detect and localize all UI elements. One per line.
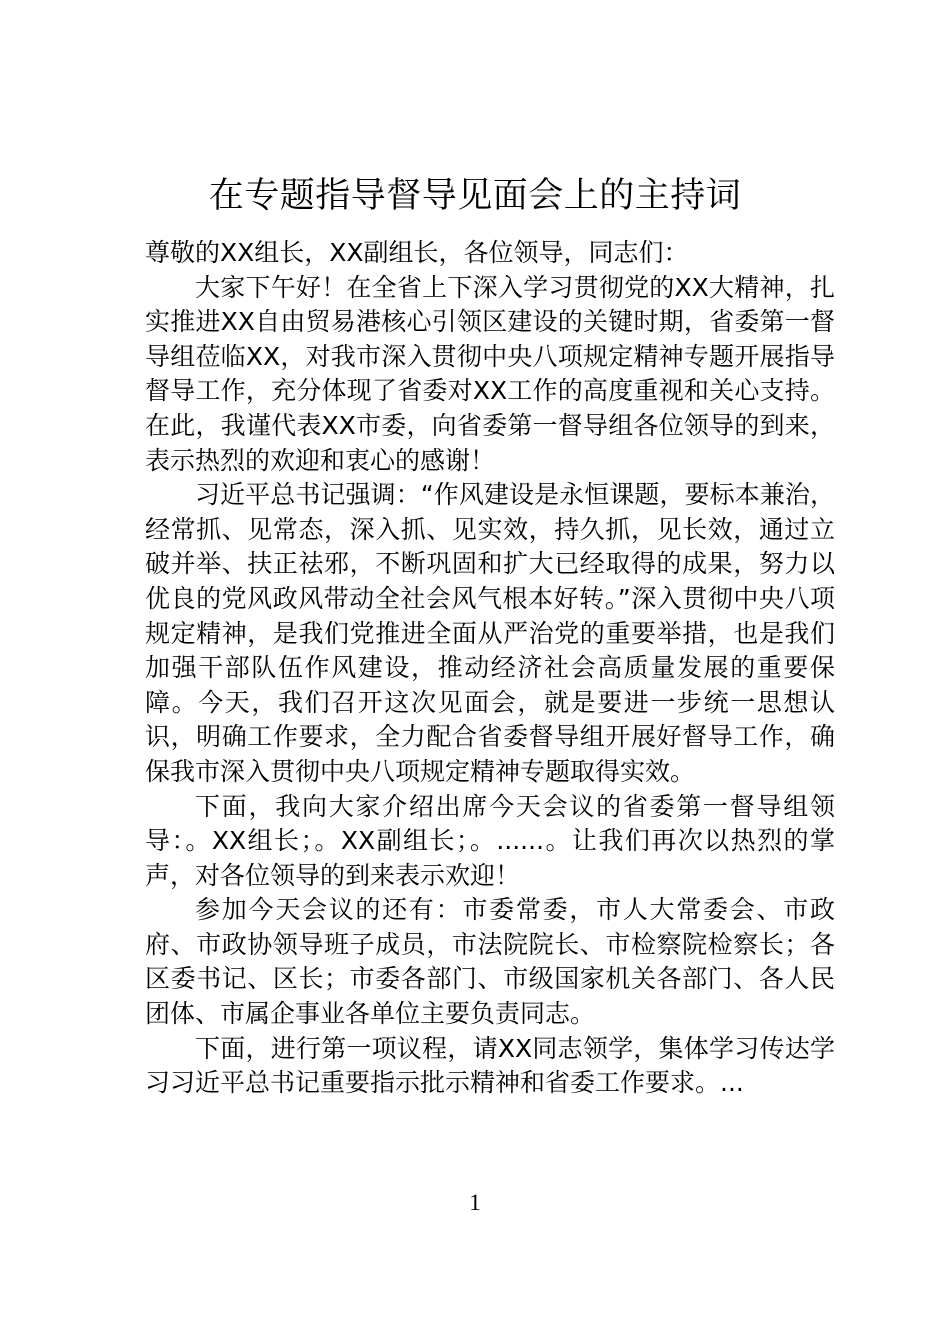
document-body <box>145 236 835 1101</box>
paragraph-introduction: 下面，我向大家介绍出席今天会议的省委第一督导组领导：。XX组长；。XX副组长；。......。让我们再次以热烈的掌声，对各位领导的到来表示欢迎！ <box>145 791 835 890</box>
document-title: 在专题指导督导见面会上的主持词 <box>208 176 742 216</box>
paragraph-welcome: 大家下午好！在全省上下深入学习贯彻党的XX大精神，扎实推进XX自由贸易港核心引领区建设的关键时期，省委第一督导组莅临XX，对我市深入贯彻中央八项规定精神专题开展指导督导工作，充分体现了省委对XX工作的高度重视和关心支持。在此，我谨代表XX市委，向省委第一督导组各位领导的到来，表示热烈的欢迎和衷心的感谢！ <box>145 272 835 475</box>
paragraph-quote: 习近平总书记强调：“作风建设是永恒课题，要标本兼治，经常抓、见常态，深入抓、见实效，持久抓，见长效，通过立破并举、扶正祛邪，不断巩固和扩大已经取得的成果，努力以优良的党风政风带动全社会风气根本好转。”深入贯彻中央八项规定精神，是我们党推进全面从严治党的重要举措，也是我们加强干部队伍作风建设，推动经济社会高质量发展的重要保障。今天，我们召开这次见面会，就是要进一步统一思想认识，明确工作要求，全力配合省委督导组开展好督导工作，确保我市深入贯彻中央八项规定精神专题取得实效。 <box>145 480 835 786</box>
paragraph-attendees: 参加今天会议的还有：市委常委，市人大常委会、市政府、市政协领导班子成员，市法院院长、市检察院检察长；各区委书记、区长；市委各部门、市级国家机关各部门、各人民团体、市属企事业各单位主要负责同志。 <box>145 895 835 1029</box>
page-number: 1 <box>469 1190 481 1215</box>
paragraph-agenda: 下面，进行第一项议程，请XX同志领学，集体学习传达学习习近平总书记重要指示批示精神和省委工作要求。... <box>145 1033 835 1098</box>
salutation: 尊敬的XX组长，XX副组长，各位领导，同志们： <box>145 238 689 267</box>
